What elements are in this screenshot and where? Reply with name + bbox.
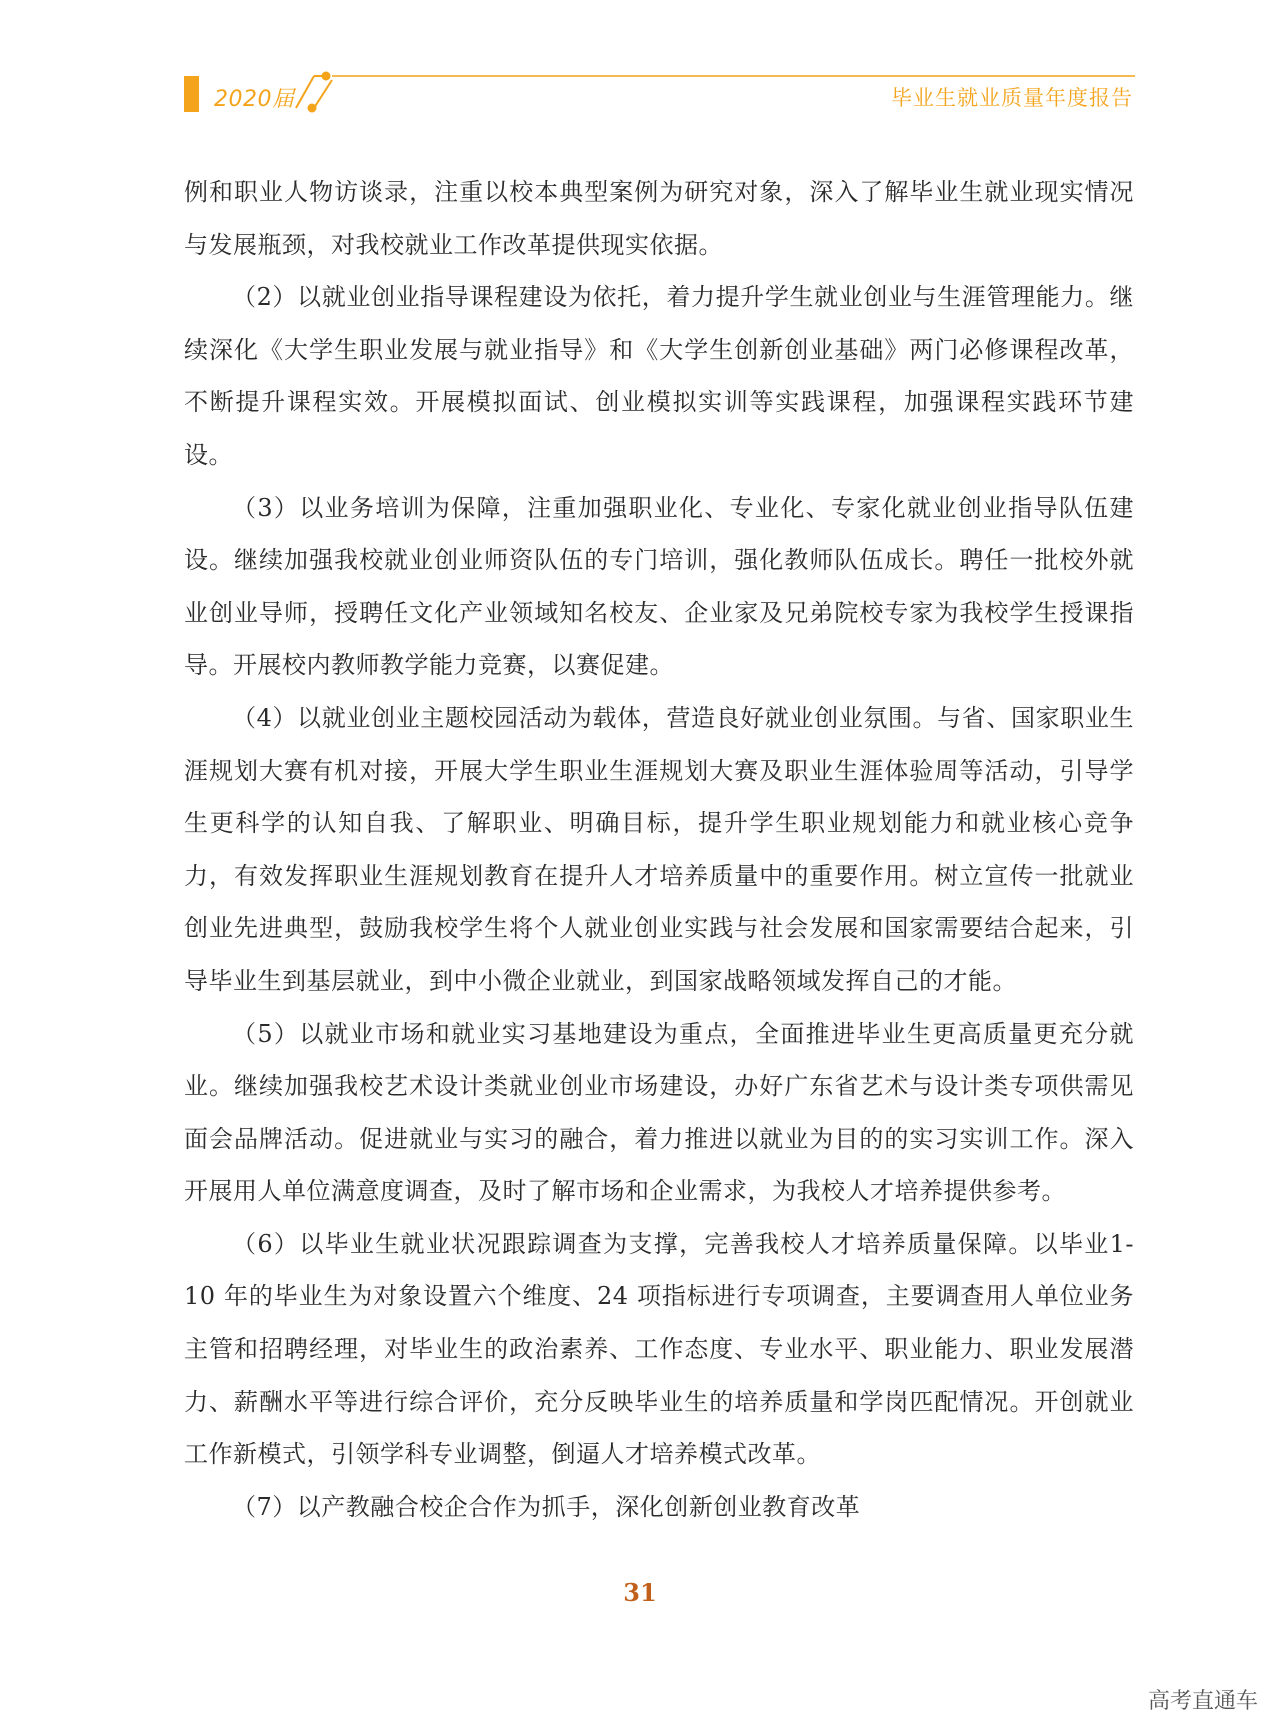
header-report-title: 毕业生就业质量年度报告 xyxy=(891,86,1133,110)
paragraph-item-4: （4）以就业创业主题校园活动为载体，营造良好就业创业氛围。与省、国家职业生涯规划大赛有机对接，开展大学生职业生涯规划大赛及职业生涯体验周等活动，引导学生更科学的认知自我、了解职业、明确目标，提升学生职业规划能力和就业核心竞争力，有效发挥职业生涯规划教育在提升人才培养质量中的重要作用。树立宣传一批就业创业先进典型，鼓励我校学生将个人就业创业实践与社会发展和国家需要结合起来，引导毕业生到基层就业，到中小微企业就业，到国家战略领域发挥自己的才能。 xyxy=(184,703,1134,995)
header-year-label: 2020届 xyxy=(214,87,295,112)
paragraph-item-7: （7）以产教融合校企合作为抓手，深化创新创业教育改革 xyxy=(232,1492,861,1521)
paragraph-item-6: （6）以毕业生就业状况跟踪调查为支撑，完善我校人才培养质量保障。以毕业1-10 年的毕业生为对象设置六个维度、24 项指标进行专项调查，主要调查用人单位业务主管和招聘经理，对毕业生的政治素养、工作态度、专业水平、职业能力、职业发展潜力、薪酬水平等进行综合评价，充分反映毕业生的培养质量和学岗匹配情况。开创就业工作新模式，引领学科专业调整，倒逼人才培养模式改革。 xyxy=(184,1229,1134,1469)
paragraph-item-3: （3）以业务培训为保障，注重加强职业化、专业化、专家化就业创业指导队伍建设。继续加强我校就业创业师资队伍的专门培训，强化教师队伍成长。聘任一批校外就业创业导师，授聘任文化产业领域知名校友、企业家及兄弟院校专家为我校学生授课指导。开展校内教师教学能力竞赛，以赛促建。 xyxy=(184,493,1134,680)
header-accent-bar xyxy=(184,76,199,112)
body-text xyxy=(184,166,1134,1533)
paragraph-item-2: （2）以就业创业指导课程建设为依托，着力提升学生就业创业与生涯管理能力。继续深化《大学生职业发展与就业指导》和《大学生创新创业基础》两门必修课程改革，不断提升课程实效。开展模拟面试、创业模拟实训等实践课程，加强课程实践环节建设。 xyxy=(184,283,1134,469)
watermark: 高考直通车 xyxy=(1147,1689,1258,1714)
page-number: 31 xyxy=(623,1578,657,1607)
paragraph-continuation: 例和职业人物访谈录，注重以校本典型案例为研究对象，深入了解毕业生就业现实情况与发展瓶颈，对我校就业工作改革提供现实依据。 xyxy=(184,178,1134,259)
paragraph-item-5: （5）以就业市场和就业实习基地建设为重点，全面推进毕业生更高质量更充分就业。继续加强我校艺术设计类就业创业市场建设，办好广东省艺术与设计类专项供需见面会品牌活动。促进就业与实习的融合，着力推进以就业为目的的实习实训工作。深入开展用人单位满意度调查，及时了解市场和企业需求，为我校人才培养提供参考。 xyxy=(184,1019,1134,1206)
page-header xyxy=(0,0,1280,130)
